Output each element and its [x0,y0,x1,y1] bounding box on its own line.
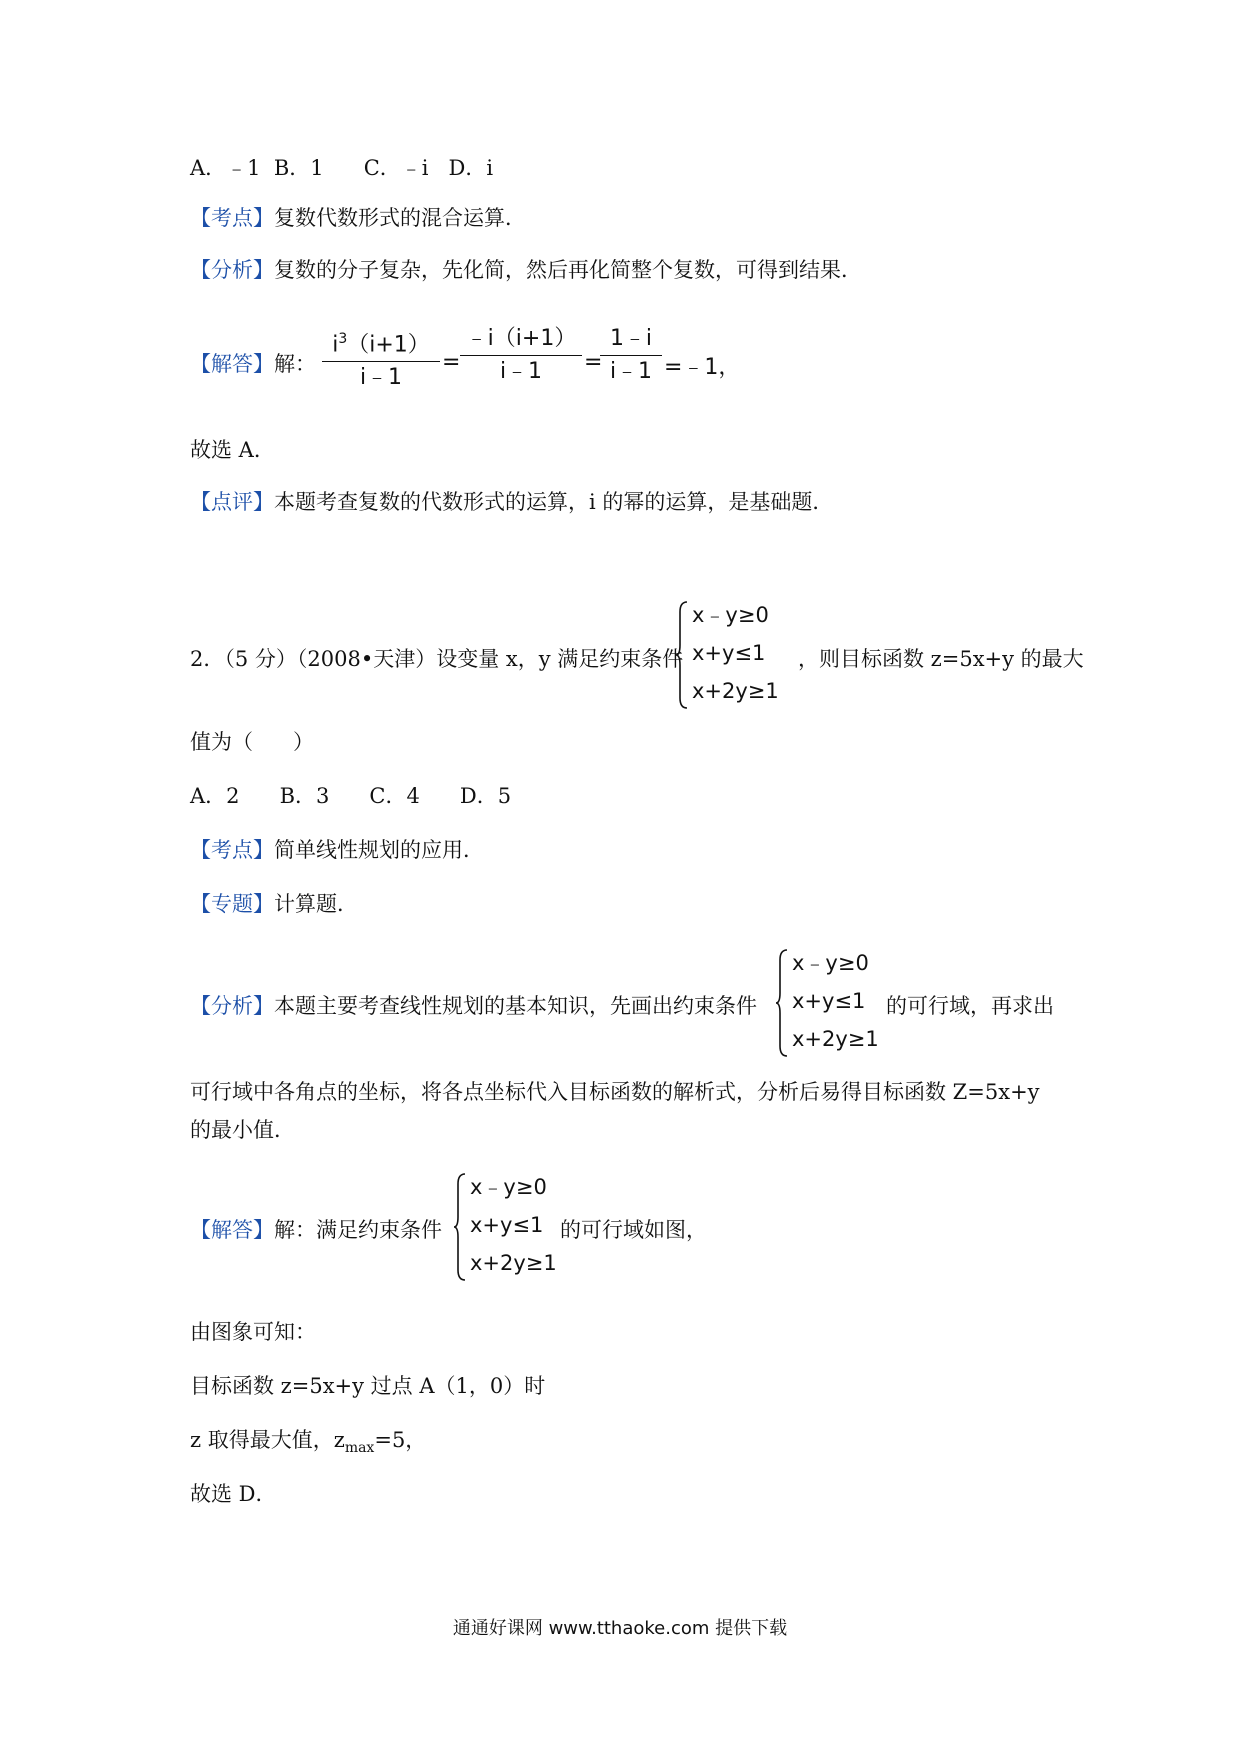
jieda-before: 解：满足约束条件 [274,1218,442,1242]
dianping-text: 本题考查复数的代数形式的运算，i 的幂的运算，是基础题． [274,490,834,514]
constraint-system-3 [454,1172,564,1282]
fenxi-text: 复数的分子复杂，先化简，然后再化简整个复数，可得到结果． [274,258,862,282]
q2-fenxi-after: 的可行域，再求出 [886,994,1054,1018]
fenxi-tag: 【分析】 [190,258,274,282]
equals-2: = [584,350,603,375]
fraction-2 [460,325,582,386]
constraint-3: x+2y≥1 [692,679,779,703]
q2-stem-cont: 值为（ ） [190,730,315,754]
q1-jieda-label [190,350,316,378]
dianping-tag: 【点评】 [190,490,274,514]
q2-stem: 2．（5 分）（2008•天津）设变量 x，y 满足约束条件 [190,647,684,671]
kaodian-tag: 【考点】 [190,838,274,862]
jieda-prefix: 解： [274,352,316,376]
equals-1: = [442,350,461,375]
q2-answer: 故选 D． [190,1482,277,1506]
q2-fenxi [190,992,757,1020]
constraint-2: x+y≤1 [792,989,866,1013]
page-footer: 通通好课网 www.tthaoke.com 提供下载 [452,1618,788,1639]
q2-options: A．2 B．3 C．4 D．5 [190,784,512,808]
zhuanti-tag: 【专题】 [190,892,274,916]
jieda-tag: 【解答】 [190,352,274,376]
fraction-3 [600,325,662,386]
constraint-3: x+2y≥1 [470,1251,557,1275]
constraint-system-2 [776,948,886,1058]
fenxi-tag: 【分析】 [190,994,274,1018]
fraction-2-numerator: ﹣i（i+1） [465,326,577,351]
q1-dianping [190,488,833,516]
brace-icon [676,600,688,710]
result: =﹣1， [664,355,741,380]
q2-fenxi-line2: 可行域中各角点的坐标，将各点坐标代入目标函数的解析式，分析后易得目标函数 Z=5x+y [190,1080,1040,1104]
constraint-1: x﹣y≥0 [792,951,869,975]
q2-fenxi-line3: 的最小值． [190,1118,295,1142]
kaodian-text: 简单线性规划的应用． [274,838,484,862]
q2-max: z 取得最大值，$z_{max}=5$， [190,1428,427,1457]
q2-kaodian [190,836,484,864]
q1-kaodian [190,204,526,232]
fraction-1 [322,325,440,392]
q2-tuxiang: 由图象可知： [190,1320,316,1344]
q2-zhuanti [190,890,358,918]
fraction-1-numerator: $i^3(i+1)$ [332,331,430,358]
constraint-system-1 [676,600,796,710]
q2-jieda-after: 的可行域如图， [560,1218,707,1242]
constraint-1: x﹣y≥0 [692,603,769,627]
fraction-1-denominator: i﹣1 [359,365,403,391]
q1-fenxi [190,256,862,284]
q2-target: 目标函数 z=5x+y 过点 A（1，0）时 [190,1374,546,1398]
zhuanti-text: 计算题． [274,892,358,916]
q1-options: A．﹣1 B．1 C．﹣i D．i [190,156,494,180]
kaodian-tag: 【考点】 [190,206,274,230]
jieda-tag: 【解答】 [190,1218,274,1242]
q2-jieda [190,1216,442,1244]
fenxi-before: 本题主要考查线性规划的基本知识，先画出约束条件 [274,994,757,1018]
constraint-2: x+y≤1 [470,1213,544,1237]
kaodian-text: 复数代数形式的混合运算． [274,206,526,230]
brace-icon [454,1172,466,1282]
brace-icon [776,948,788,1058]
constraint-2: x+y≤1 [692,641,766,665]
constraint-1: x﹣y≥0 [470,1175,547,1199]
fraction-2-denominator: i﹣1 [499,359,543,384]
fraction-3-denominator: i﹣1 [609,359,653,384]
fraction-3-numerator: 1﹣i [609,326,653,351]
constraint-3: x+2y≥1 [792,1027,879,1051]
q1-answer: 故选 A． [190,438,275,462]
q2-stem-after: ，则目标函数 z=5x+y 的最大 [798,647,1084,671]
